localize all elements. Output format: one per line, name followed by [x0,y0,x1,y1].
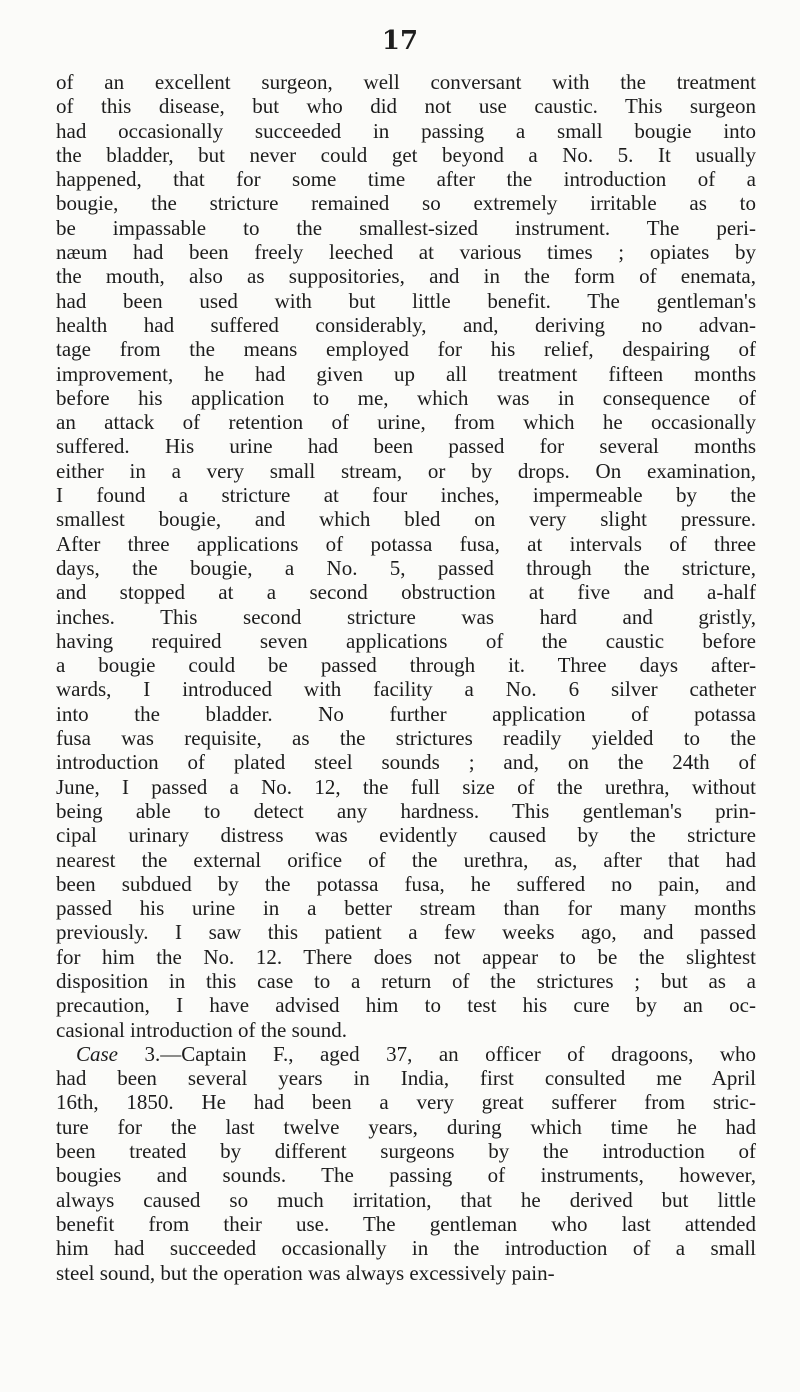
paragraph-line: I found a stricture at four inches, impermeable by the [56,483,756,508]
paragraph-line: having required seven applications of the caustic before [56,628,756,653]
paragraph-line: always caused so much irritation, that he derived but little [56,1187,756,1212]
paragraph-line: into the bladder. No further application of potassa [56,701,756,726]
paragraph-line: either in a very small stream, or by drops. On examination, [56,458,756,483]
paragraph-line: bougies and sounds. The passing of instruments, however, [56,1163,756,1188]
paragraph-line: casional introduction of the sound. [56,1017,348,1042]
paragraph-line: inches. This second stricture was hard and gristly, [56,604,756,629]
paragraph-line: benefit from their use. The gentleman who last attended [56,1211,756,1236]
paragraph-line: been treated by different surgeons by the introduction of [56,1139,756,1164]
paragraph-line: introduction of plated steel sounds ; and, on the 24th of [56,750,756,775]
paragraph-line: wards, I introduced with facility a No. 6 silver catheter [56,677,756,702]
paragraph-line: suffered. His urine had been passed for several months [56,434,756,459]
paragraph-line: previously. I saw this patient a few weeks ago, and passed [56,920,756,945]
page-number: 17 [381,26,419,56]
paragraph-line: fusa was requisite, as the strictures readily yielded to the [56,726,756,751]
paragraph-line: steel sound, but the operation was always excessively pain- [56,1260,555,1285]
paragraph-line: 16th, 1850. He had been a very great sufferer from stric- [56,1090,756,1115]
paragraph-line: being able to detect any hardness. This gentleman's prin- [56,798,756,823]
paragraph-line: næum had been freely leeched at various times ; opiates by [56,240,756,265]
paragraph-line: for him the No. 12. There does not appear to be the slightest [56,944,756,969]
paragraph-1 [56,70,756,1042]
body-text [56,70,756,1285]
paragraph-line: had been used with but little benefit. The gentleman's [56,288,756,313]
paragraph-line: the mouth, also as suppositories, and in the form of enemata, [56,264,756,289]
paragraph-line: be impassable to the smallest-sized instrument. The peri- [56,215,756,240]
paragraph-line: had been several years in India, first consulted me April [56,1066,756,1091]
paragraph-line: bougie, the stricture remained so extremely irritable as to [56,191,756,216]
paragraph-line: June, I passed a No. 12, the full size of the urethra, without [56,774,756,799]
paragraph-line: cipal urinary distress was evidently caused by the stricture [56,823,756,848]
paragraph-line: disposition in this case to a return of the strictures ; but as a [56,968,756,993]
paragraph-2 [56,1042,756,1285]
paragraph-line: passed his urine in a better stream than for many months [56,896,756,921]
paragraph-line: tage from the means employed for his relief, despairing of [56,337,756,362]
paragraph-line: a bougie could be passed through it. Three days after- [56,653,756,678]
paragraph-line: an attack of retention of urine, from which he occasionally [56,410,756,435]
paragraph-line [56,1042,756,1066]
paragraph-line: of an excellent surgeon, well conversant with the treatment [56,70,756,94]
paragraph-line: of this disease, but who did not use caustic. This surgeon [56,94,756,119]
paragraph-line: happened, that for some time after the introduction of a [56,167,756,192]
paragraph-line: and stopped at a second obstruction at five and a-half [56,580,756,605]
paragraph-line: the bladder, but never could get beyond a No. 5. It usually [56,142,756,167]
paragraph-line: him had succeeded occasionally in the introduction of a small [56,1236,756,1261]
paragraph-line: improvement, he had given up all treatment fifteen months [56,361,756,386]
paragraph-line: had occasionally succeeded in passing a small bougie into [56,118,756,143]
paragraph-line: been subdued by the potassa fusa, he suffered no pain, and [56,871,756,896]
paragraph-line: before his application to me, which was in consequence of [56,385,756,410]
case-label: Case [76,1041,118,1066]
case-intro-text: 3.—Captain F., aged 37, an officer of dragoons, who [118,1041,756,1066]
paragraph-line: nearest the external orifice of the urethra, as, after that had [56,847,756,872]
paragraph-line: ture for the last twelve years, during which time he had [56,1114,756,1139]
paragraph-line: smallest bougie, and which bled on very slight pressure. [56,507,756,532]
paragraph-line: days, the bougie, a No. 5, passed through the stricture, [56,555,756,580]
paragraph-line: After three applications of potassa fusa, at intervals of three [56,531,756,556]
paragraph-line: health had suffered considerably, and, deriving no advan- [56,312,756,337]
paragraph-line: precaution, I have advised him to test his cure by an oc- [56,993,756,1018]
